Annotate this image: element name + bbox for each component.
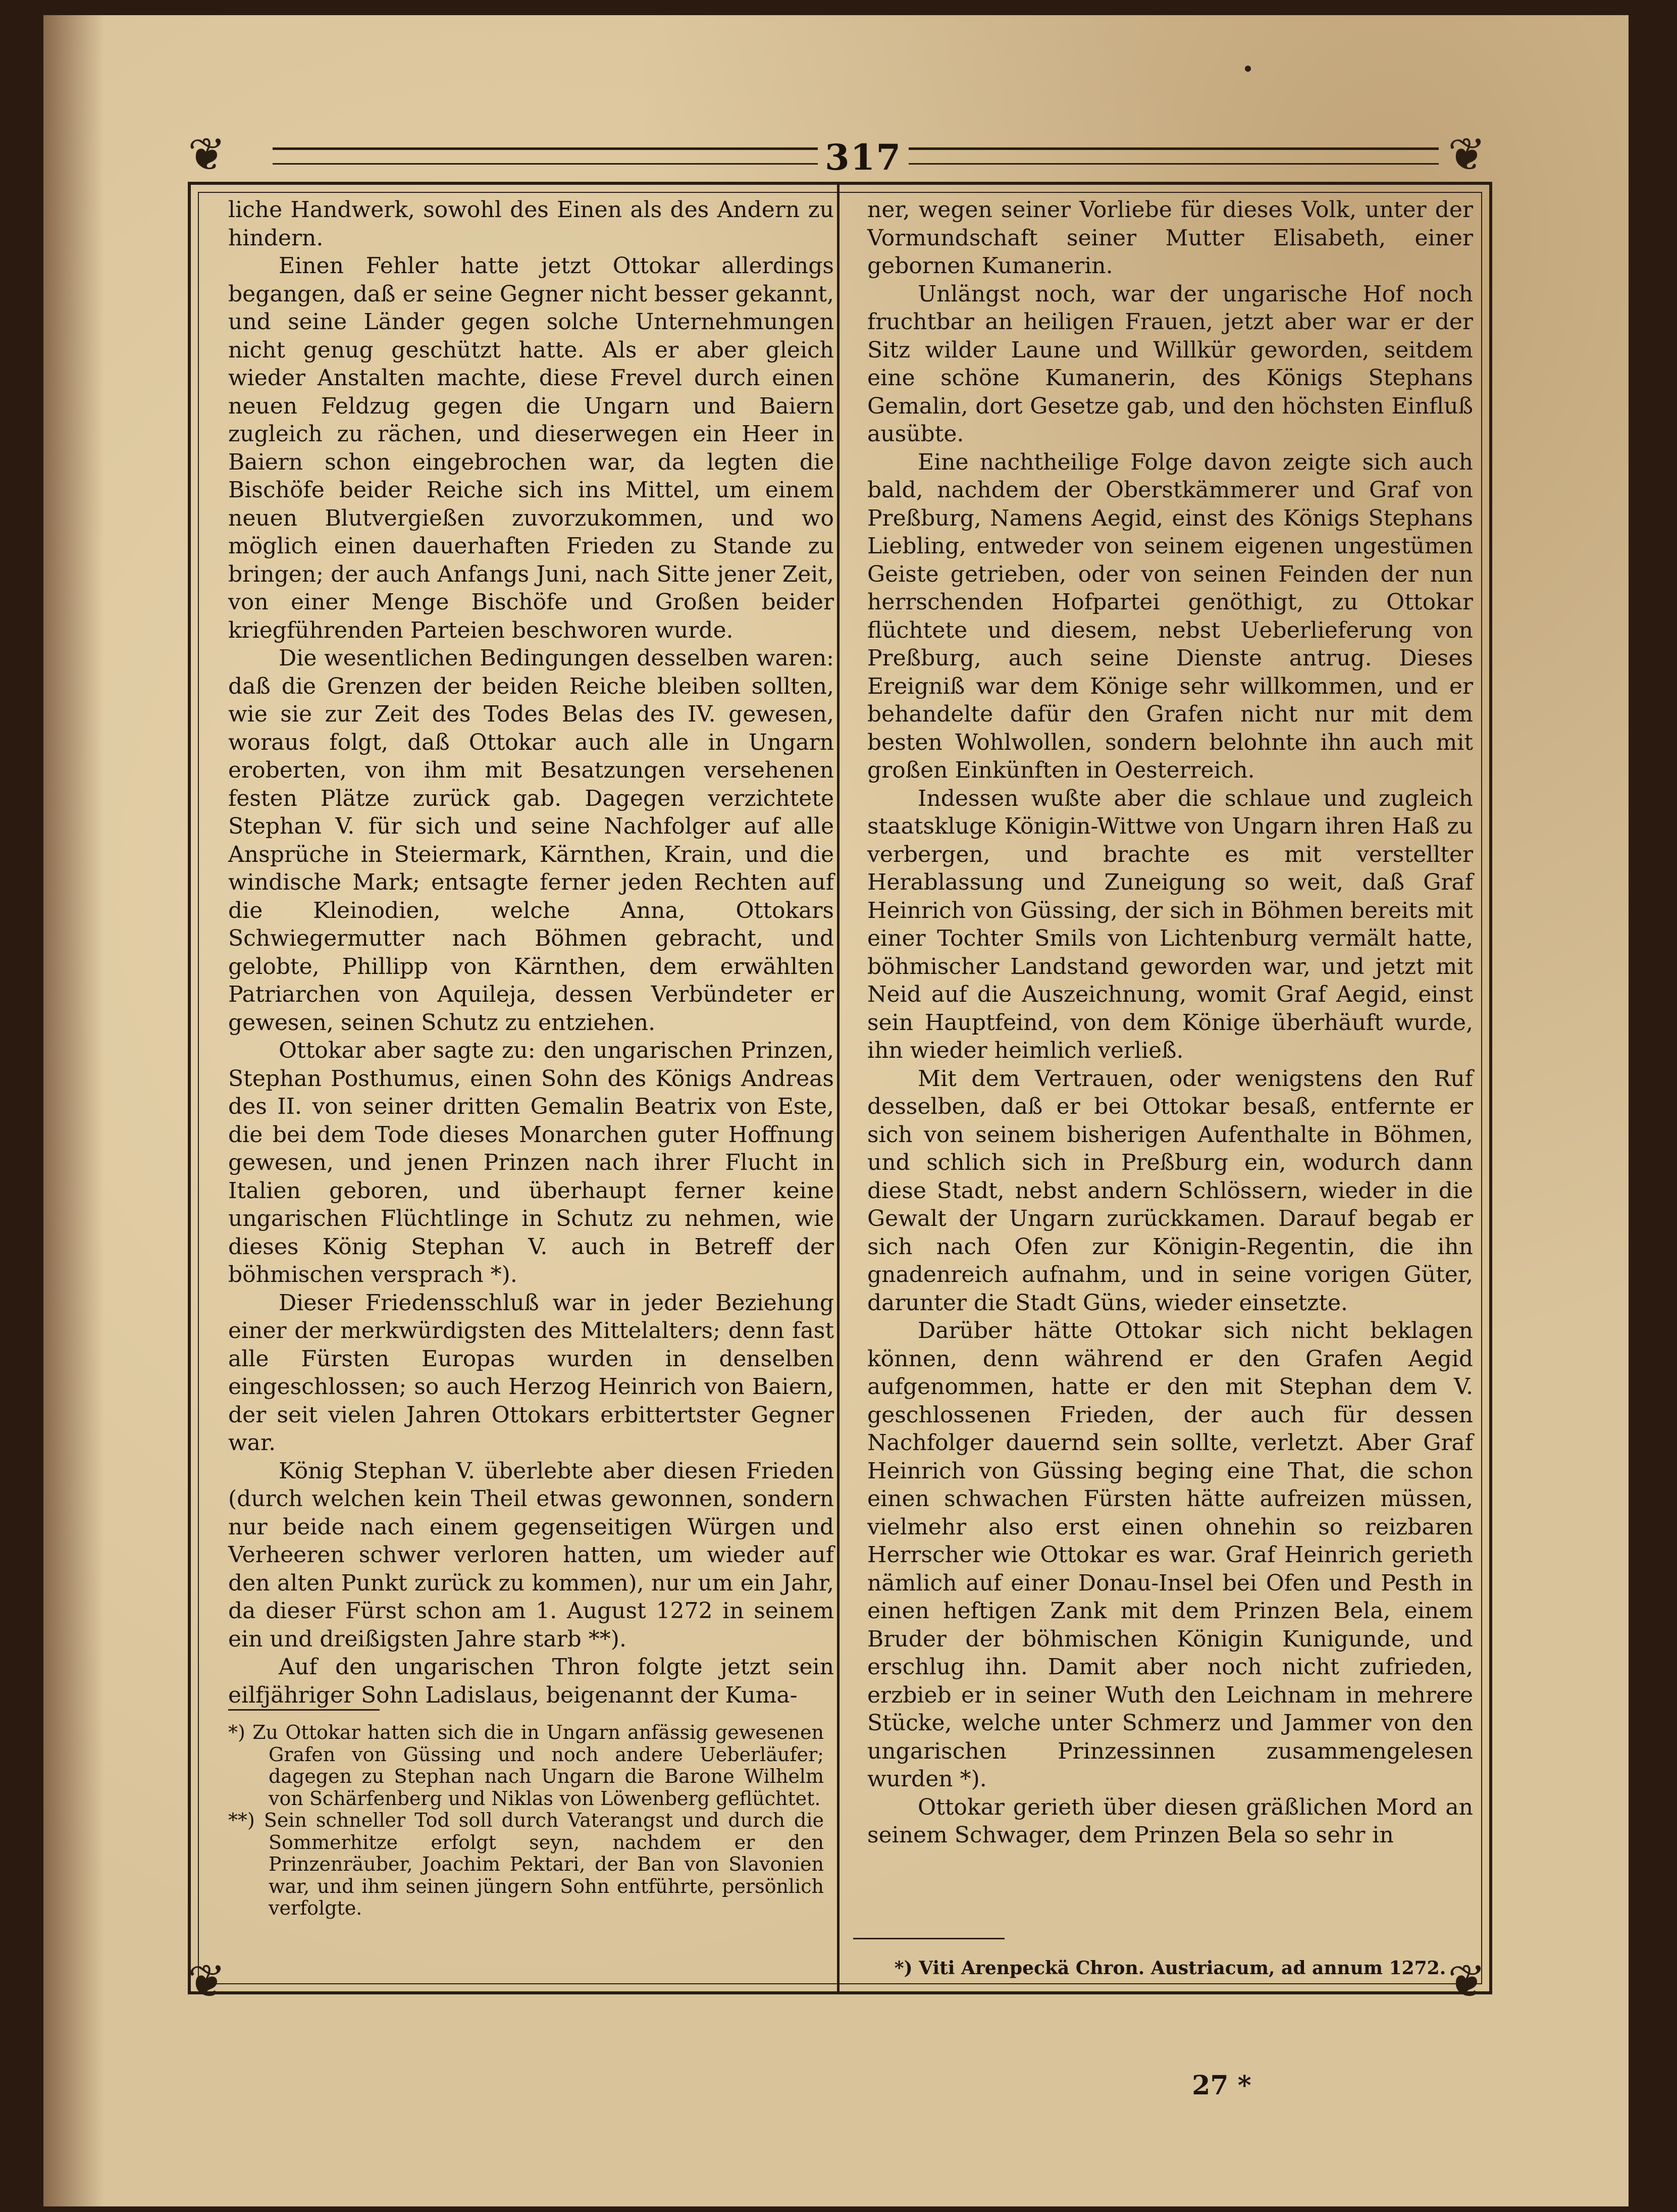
left-column-paragraph: König Stephan V. überlebte aber diesen Frieden (durch welchen kein Theil etwas gewonnen, sondern nur beide nach einem gegenseitigen Würgen und Verheeren schwer verloren hatten, um wieder auf den alten Punkt zurück zu kommen), nur um ein Jahr, da dieser Fürst schon am 1. August 1272 in seinem ein und dreißigsten Jahre starb **). <box>228 1458 834 1652</box>
left-column-paragraph: Einen Fehler hatte jetzt Ottokar allerdings begangen, daß er seine Gegner nicht besser gekannt, und seine Länder gegen solche Unternehmungen nicht genug geschützt hatte. Als er aber gleich wieder Anstalten machte, diese Frevel durch einen neuen Feldzug gegen die Ungarn und Baiern zugleich zu rächen, und dieserwegen ein Heer in Baiern schon eingebrochen war, da legten die Bischöfe beider Reiche sich ins Mittel, um einem neuen Blutvergießen zuvorzukommen, und wo möglich einen dauerhaften Frieden zu Stande zu bringen; der auch Anfangs Juni, nach Sitte jener Zeit, von einer Menge Bischöfe und Großen beider kriegführenden Parteien beschworen wurde. <box>228 253 834 643</box>
corner-ornament-top-left-icon: ❦ <box>188 128 226 181</box>
column-divider <box>837 182 840 1994</box>
left-column-paragraph: liche Handwerk, sowohl des Einen als des Andern zu hindern. <box>228 197 834 251</box>
right-column <box>867 196 1473 1849</box>
corner-ornament-bottom-left-icon: ❦ <box>188 1955 226 2008</box>
footnote-rule-right <box>853 1938 1005 1939</box>
header-rule-left <box>273 147 818 165</box>
corner-ornament-top-right-icon: ❦ <box>1448 128 1486 181</box>
right-column-paragraph: ner, wegen seiner Vorliebe für dieses Volk, unter der Vormundschaft seiner Mutter Elisabeth, einer gebornen Kumanerin. <box>867 197 1473 279</box>
footnote: **) Sein schneller Tod soll durch Vaterangst und durch die Sommerhitze erfolgt seyn, nachdem er den Prinzenräuber, Joachim Pektari, der Ban von Slavonien war, und ihm seinen jüngern Sohn entführte, persönlich verfolgte. <box>228 1809 824 1919</box>
footnote-rule-left <box>228 1709 380 1711</box>
left-column <box>228 196 834 1709</box>
left-column-paragraph: Die wesentlichen Bedingungen desselben waren: daß die Grenzen der beiden Reiche bleiben sollten, wie sie zur Zeit des Todes Belas des IV. gewesen, woraus folgt, daß Ottokar auch alle in Ungarn eroberten, von ihm mit Besatzungen versehenen festen Plätze zurück gab. Dagegen verzichtete Stephan V. für sich und seine Nachfolger auf alle Ansprüche in Steiermark, Kärnthen, Krain, und die windische Mark; entsagte ferner jeden Rechten auf die Kleinodien, welche Anna, Ottokars Schwiegermutter nach Böhmen gebracht, und gelobte, Phillipp von Kärnthen, dem erwählten Patriarchen von Aquileja, dessen Verbündeter er gewesen, seinen Schutz zu entziehen. <box>228 645 834 1036</box>
right-column-paragraph: Indessen wußte aber die schlaue und zugleich staatskluge Königin-Wittwe von Ungarn ihren Haß zu verbergen, und brachte es mit verstellter Herablassung und Zuneigung so weit, daß Graf Heinrich von Güssing, der sich in Böhmen bereits mit einer Tochter Smils von Lichtenburg vermält hatte, böhmischer Landstand geworden war, und jetzt mit Neid auf die Auszeichnung, womit Graf Aegid, einst sein Hauptfeind, von dem Könige überhäuft wurde, ihn wieder heimlich verließ. <box>867 785 1473 1063</box>
page-number: 317 <box>824 136 902 178</box>
footnote: *) Zu Ottokar hatten sich die in Ungarn anfässig gewesenen Grafen von Güssing und noch andere Ueberläufer; dagegen zu Stephan nach Ungarn die Barone Wilhelm von Schärfenberg und Niklas von Löwenberg geflüchtet. <box>228 1721 824 1810</box>
signature-mark: 27 * <box>1192 2070 1251 2101</box>
spine-shadow <box>43 15 104 2206</box>
right-column-paragraph: Unlängst noch, war der ungarische Hof noch fruchtbar an heiligen Frauen, jetzt aber war er der Sitz wilder Laune und Willkür geworden, seitdem eine schöne Kumanerin, des Königs Stephans Gemalin, dort Gesetze gab, und den höchsten Einfluß ausübte. <box>867 281 1473 447</box>
left-column-paragraph: Dieser Friedensschluß war in jeder Beziehung einer der merkwürdigsten des Mittelalters; denn fast alle Fürsten Europas wurden in denselben eingeschlossen; so auch Herzog Heinrich von Baiern, der seit vielen Jahren Ottokars erbittertster Gegner war. <box>228 1290 834 1456</box>
header-rule-right <box>909 147 1439 165</box>
left-footnotes <box>228 1722 824 1920</box>
ink-dot <box>1245 66 1251 72</box>
right-column-paragraph: Mit dem Vertrauen, oder wenigstens den Ruf desselben, daß er bei Ottokar besaß, entfernte er sich von seinem bisherigen Aufenthalte in Böhmen, und schlich sich in Preßburg ein, wodurch dann diese Stadt, nebst andern Schlössern, wieder in die Gewalt der Ungarn zurückkamen. Darauf begab er sich nach Ofen zur Königin-Regentin, die ihn gnadenreich aufnahm, und in seine vorigen Güter, darunter die Stadt Güns, wieder einsetzte. <box>867 1065 1473 1316</box>
right-column-paragraph: Darüber hätte Ottokar sich nicht beklagen können, denn während er den Grafen Aegid aufgenommen, hatte er den mit Stephan dem V. geschlossenen Frieden, der auch für dessen Nachfolger dauernd sein sollte, verletzt. Aber Graf Heinrich von Güssing beging eine That, die schon einen schwachen Fürsten hätte aufreizen müssen, vielmehr also erst einen ohnehin so reizbaren Herrscher wie Ottokar es war. Graf Heinrich gerieth nämlich auf einer Donau-Insel bei Ofen und Pesth in einen heftigen Zank mit dem Prinzen Bela, einem Bruder der böhmischen Königin Kunigunde, und erschlug ihn. Damit aber noch nicht zufrieden, erzbieb er in seiner Wuth den Leichnam in mehrere Stücke, welche unter Schmerz und Jammer von den ungarischen Prinzessinnen zusammengelesen wurden *). <box>867 1318 1473 1792</box>
right-footnote: *) Viti Arenpeckä Chron. Austriacum, ad annum 1272. <box>894 1958 1446 1979</box>
right-column-paragraph: Eine nachtheilige Folge davon zeigte sich auch bald, nachdem der Oberstkämmerer und Graf von Preßburg, Namens Aegid, einst des Königs Stephans Liebling, entweder von seinem eigenen ungestümen Geiste getrieben, oder von seinen Feinden der nun herrschenden Hofpartei genöthigt, zu Ottokar flüchtete und diesem, nebst Ueberlieferung von Preßburg, auch seine Dienste antrug. Dieses Ereigniß war dem Könige sehr willkommen, und er behandelte dafür den Grafen nicht nur mit dem besten Wohlwollen, sondern belohnte ihn auch mit großen Einkünften in Oesterreich. <box>867 449 1473 783</box>
corner-ornament-bottom-right-icon: ❦ <box>1448 1955 1486 2008</box>
right-column-paragraph: Ottokar gerieth über diesen gräßlichen Mord an seinem Schwager, dem Prinzen Bela so sehr in <box>867 1794 1473 1848</box>
left-column-paragraph: Ottokar aber sagte zu: den ungarischen Prinzen, Stephan Posthumus, einen Sohn des Königs Andreas des II. von seiner dritten Gemalin Beatrix von Este, die bei dem Tode dieses Monarchen guter Hoffnung gewesen, und jenen Prinzen nach ihrer Flucht in Italien geboren, und überhaupt ferner keine ungarischen Flüchtlinge in Schutz zu nehmen, wie dieses König Stephan V. auch in Betreff der böhmischen versprach *). <box>228 1038 834 1288</box>
left-column-paragraph: Auf den ungarischen Thron folgte jetzt sein eilfjähriger Sohn Ladislaus, beigenannt der Kuma- <box>228 1654 834 1708</box>
